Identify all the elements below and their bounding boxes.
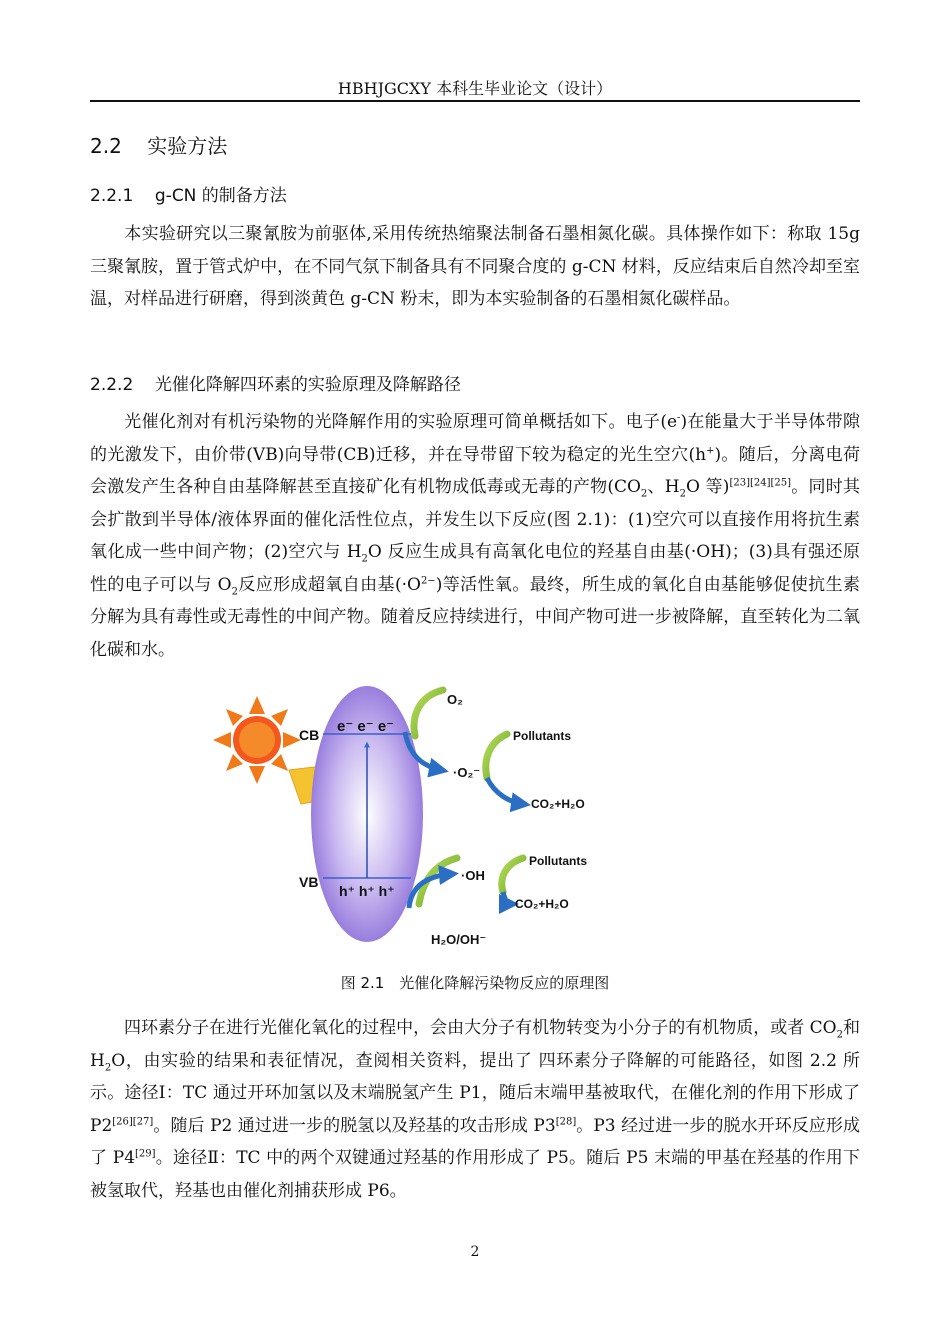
pollutants-label-1: Pollutants xyxy=(513,729,572,743)
degradation-arrow-1 xyxy=(487,778,523,804)
subscript: 2 xyxy=(104,1061,112,1073)
section-heading xyxy=(90,130,227,159)
text-run: 四环素分子在进行光催化氧化的过程中，会由大分子有机物转变为小分子的有机物质，或者 CO xyxy=(124,1018,837,1038)
hole-to-oh-arrow xyxy=(409,874,451,908)
text-run: 。途径Ⅱ：TC 中的两个双键通过羟基的作用形成了 P5。随后 P5 末端的甲基在羟基的作用下被氢取代，羟基也由催化剂捕获形成 P6。 xyxy=(90,1148,860,1201)
subscript: 2 xyxy=(836,1029,843,1041)
page-number: 2 xyxy=(470,1244,480,1260)
electrons-label: e⁻ e⁻ e⁻ xyxy=(337,718,395,735)
superscript: 2− xyxy=(420,574,436,586)
superoxide-label: ·O₂⁻ xyxy=(453,765,481,780)
header-rule xyxy=(90,100,860,102)
subsection-title: 光催化降解四环素的实验原理及降解路径 xyxy=(154,375,461,395)
cb-label: CB xyxy=(299,727,320,743)
text-run: 。P3 经过进一步的脱水开环反应形成了 P4 xyxy=(90,1115,860,1168)
subscript: 2 xyxy=(231,585,238,597)
subsection-number: 2.2.1 xyxy=(90,186,134,206)
text-run: )在能量大于半导体带隙的光激发下，由价带(VB)向导带(CB)迁移，并在导带留下较为稳定的光生空穴(h xyxy=(90,412,860,465)
subsection-title: g-CN 的制备方法 xyxy=(154,186,287,206)
text-run: 、H xyxy=(647,477,680,497)
text-run: O，由实验的结果和表征情况，查阅相关资料，提出了 四环素分子降解的可能路径，如图 2.2 所示。途径Ⅰ：TC 通过开环加氢以及末端脱氢产生 P1，随后末端甲基被取代，在催化剂的作用下形成了 P2 xyxy=(90,1050,860,1136)
superscript: + xyxy=(706,444,715,456)
superscript: - xyxy=(677,412,681,424)
section-number: 2.2 xyxy=(90,134,122,158)
paragraph-2 xyxy=(90,406,860,666)
paragraph-3 xyxy=(90,1012,860,1207)
subsection-number: 2.2.2 xyxy=(90,375,134,395)
text-run: 。随后 P2 通过进一步的脱氢以及羟基的攻击形成 P3 xyxy=(153,1115,556,1136)
paragraph-text: 本实验研究以三聚氰胺为前驱体,采用传统热缩聚法制备石墨相氮化碳。具体操作如下：称取 15g 三聚氰胺，置于管式炉中，在不同气氛下制备具有不同聚合度的 g-CN 材料，反应结束后自然冷却至室温，对样品进行研磨，得到淡黄色 g-CN 粉末，即为本实验制备的石墨相氮化碳样品。 xyxy=(90,224,860,309)
photocatalysis-diagram xyxy=(205,682,745,952)
o2-label: O₂ xyxy=(447,692,463,707)
text-run: 反应形成超氧自由基(·O xyxy=(237,574,421,595)
text-run: )等活性氧。最终，所生成的氧化自由基能够促使抗生素分解为具有毒性或无毒性的中间产物。随着反应持续进行，中间产物可进一步被降解，直至转化为二氧化碳和水。 xyxy=(90,574,860,660)
citation[interactable]: [28] xyxy=(555,1115,577,1127)
subscript: 2 xyxy=(640,488,648,500)
citation[interactable]: [23][24][25] xyxy=(729,477,792,489)
citation[interactable]: [26][27] xyxy=(112,1115,154,1127)
running-header: HBHJGCXY 本科生毕业论文（设计） xyxy=(337,79,613,98)
text-run: 。同时其会扩散到半导体/液体界面的催化活性位点，并发生以下反应(图 2.1)：(1)空穴可以直接作用将抗生素氧化成一些中间产物；(2)空穴与 H xyxy=(90,477,861,562)
degradation-arrow-2 xyxy=(503,892,511,904)
subsection-heading-1 xyxy=(90,181,287,206)
text-run: O 反应生成具有高氧化电位的羟基自由基(·OH)；(3)具有强还原性的电子可以与 O xyxy=(90,542,861,595)
text-run: O 等) xyxy=(685,477,730,497)
citation[interactable]: [29] xyxy=(135,1148,156,1160)
water-label: H₂O/OH⁻ xyxy=(431,932,487,947)
pollutants-label-2: Pollutants xyxy=(529,854,588,868)
subsection-heading-2 xyxy=(90,370,461,395)
product-label-1: CO₂+H₂O xyxy=(531,797,585,811)
text-run: 和 H xyxy=(90,1018,860,1071)
sun-icon xyxy=(213,696,301,784)
subscript: 2 xyxy=(679,488,686,500)
vb-label: VB xyxy=(299,874,319,890)
holes-label: h⁺ h⁺ h⁺ xyxy=(339,883,395,899)
section-title: 实验方法 xyxy=(147,134,228,158)
text-run: 光催化剂对有机污染物的光降解作用的实验原理可简单概括如下。电子(e xyxy=(124,412,678,432)
pollutant-green-arrow-1 xyxy=(486,734,507,778)
subscript: 2 xyxy=(361,553,368,565)
o2-green-arrow xyxy=(414,690,443,736)
pollutant-green-arrow-2 xyxy=(502,858,523,892)
product-label-2: CO₂+H₂O xyxy=(515,897,569,911)
oh-label: ·OH xyxy=(461,868,485,883)
paragraph-1 xyxy=(90,218,860,316)
text-run: )。随后，分离电荷会激发产生各种自由基降解甚至直接矿化有机物成低毒或无毒的产物(CO xyxy=(90,444,860,497)
figure-caption: 图 2.1 光催化降解污染物反应的原理图 xyxy=(340,974,610,992)
